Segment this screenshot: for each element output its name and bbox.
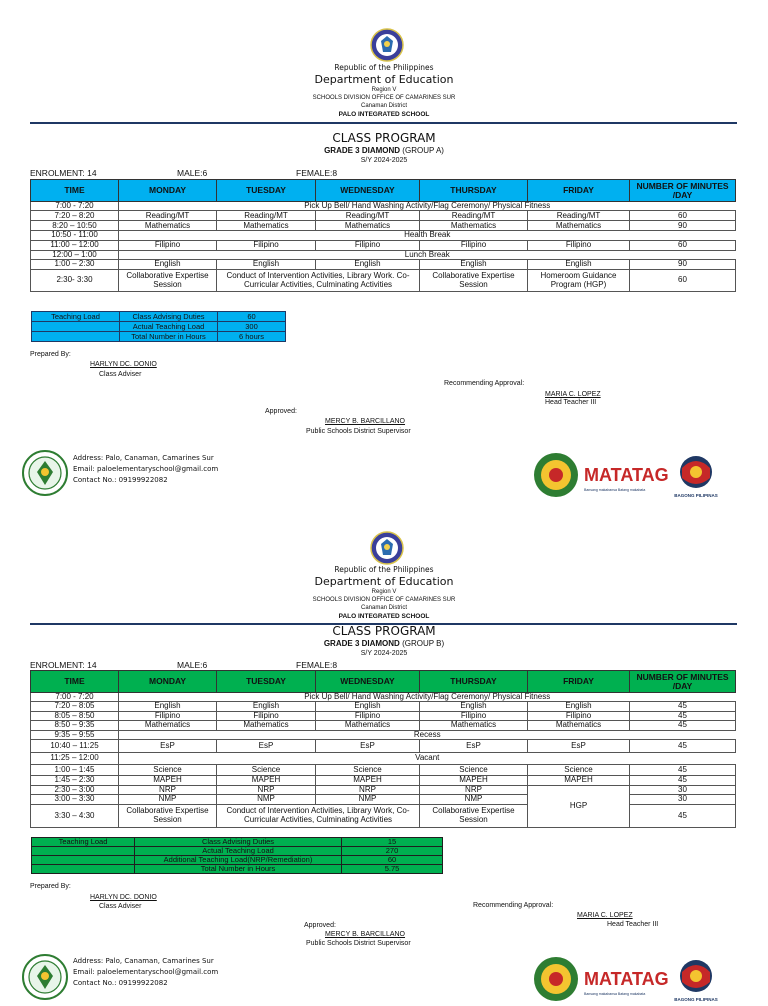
subject-cell: Filipino — [316, 711, 420, 720]
table-row — [31, 231, 736, 240]
header-school: PALO INTEGRATED SCHOOL — [338, 613, 430, 620]
header-division: SCHOOLS DIVISION OFFICE OF CAMARINES SUR — [312, 95, 456, 101]
time-cell: 12:00 – 1:00 — [31, 250, 119, 259]
column-header-friday: FRIDAY — [528, 671, 630, 693]
subject-cell: Mathematics — [528, 721, 630, 730]
load-cell: 300 — [218, 322, 286, 332]
subject-cell: MAPEH — [420, 775, 528, 785]
subject-cell: Mathematics — [119, 221, 217, 231]
minutes-cell: 45 — [630, 739, 736, 752]
matatag-tagline: Bansang makabansa Batang makabata — [584, 992, 646, 996]
load-cell: Total Number in Hours — [135, 865, 342, 874]
page-title: CLASS PROGRAM — [332, 624, 436, 638]
table-row — [31, 775, 736, 785]
subject-cell: NRP — [119, 785, 217, 794]
subject-cell: Mathematics — [420, 721, 528, 730]
minutes-cell: 45 — [630, 804, 736, 827]
load-cell: Additional Teaching Load(NRP/Remediation) — [135, 856, 342, 865]
teaching-load-table — [31, 311, 286, 342]
load-cell: 270 — [342, 847, 443, 856]
column-header-wednesday: WEDNESDAY — [316, 180, 420, 202]
activity-span-cell: Lunch Break — [119, 250, 736, 259]
load-cell: Actual Teaching Load — [120, 322, 218, 332]
table-row — [31, 764, 736, 775]
load-cell: 6 hours — [218, 332, 286, 342]
column-header-thursday: THURSDAY — [420, 671, 528, 693]
subject-cell: Science — [119, 764, 217, 775]
prepared-by-label: Prepared By: — [30, 883, 71, 890]
subject-cell: Mathematics — [316, 721, 420, 730]
subject-cell: MAPEH — [528, 775, 630, 785]
activity-span-cell: Vacant — [119, 752, 736, 764]
time-cell: 2:30- 3:30 — [31, 270, 119, 292]
class-program-page-group-b — [0, 503, 768, 1006]
deped-seal-icon — [370, 531, 404, 565]
header-district: Canaman District — [360, 103, 407, 109]
subject-cell: Reading/MT — [217, 211, 316, 221]
load-cell: Teaching Load — [32, 838, 135, 847]
recommending-role: Head Teacher III — [607, 921, 659, 928]
schedule-table — [30, 670, 736, 828]
load-cell: 60 — [342, 856, 443, 865]
table-row — [31, 785, 736, 794]
time-cell: 3:00 – 3:30 — [31, 795, 119, 804]
activity-span-cell: Pick Up Bell/ Hand Washing Activity/Flag Ceremony/ Physical Fitness — [119, 202, 736, 211]
matatag-wordmark: MATATAG — [584, 969, 669, 989]
header-district: Canaman District — [360, 605, 407, 611]
table-row — [31, 240, 736, 250]
subject-cell: Filipino — [420, 711, 528, 720]
time-cell: 7:20 – 8:05 — [31, 702, 119, 711]
subject-cell: Filipino — [316, 240, 420, 250]
subject-cell: NMP — [217, 795, 316, 804]
subject-cell: English — [420, 702, 528, 711]
subject-cell: Collaborative Expertise Session — [420, 270, 528, 292]
time-cell: 8:05 – 8:50 — [31, 711, 119, 720]
minutes-cell: 30 — [630, 795, 736, 804]
subject-cell: Mathematics — [217, 721, 316, 730]
column-header-thursday: THURSDAY — [420, 180, 528, 202]
male-count: MALE:6 — [177, 168, 208, 178]
teaching-load-table — [31, 837, 443, 874]
matatag-tagline: Bansang makabansa Batang makabata — [584, 488, 646, 492]
table-row — [31, 250, 736, 259]
subject-cell: English — [316, 260, 420, 270]
time-cell: 2:30 – 3:00 — [31, 785, 119, 794]
class-program-page-group-a — [0, 0, 768, 500]
minutes-cell: 90 — [630, 260, 736, 270]
school-contact: Contact No.: 09199922082 — [73, 979, 168, 987]
table-row — [31, 721, 736, 730]
prepared-by-role: Class Adviser — [99, 371, 142, 378]
time-cell: 7:00 - 7:20 — [31, 202, 119, 211]
subject-cell: EsP — [217, 739, 316, 752]
table-row — [31, 702, 736, 711]
school-year: S/Y 2024-2025 — [360, 157, 408, 164]
load-cell — [32, 847, 135, 856]
table-row — [31, 693, 736, 702]
time-cell: 1:00 – 1:45 — [31, 764, 119, 775]
address-block — [73, 453, 218, 486]
subject-cell: NRP — [316, 785, 420, 794]
school-address: Address: Palo, Canaman, Camarines Sur — [73, 454, 214, 462]
enrolment-count: ENROLMENT: 14 — [30, 660, 97, 670]
subject-cell: Filipino — [528, 711, 630, 720]
load-cell: Class Advising Duties — [120, 312, 218, 322]
matatag-bagong-pilipinas-logo-icon — [534, 450, 724, 500]
approved-role: Public Schools District Supervisor — [306, 940, 411, 947]
load-cell — [32, 856, 135, 865]
male-count: MALE:6 — [177, 660, 208, 670]
table-row — [31, 730, 736, 739]
column-header-time: TIME — [31, 671, 119, 693]
subject-cell: Filipino — [528, 240, 630, 250]
table-row — [31, 739, 736, 752]
subject-cell: Mathematics — [528, 221, 630, 231]
header-school: PALO INTEGRATED SCHOOL — [338, 111, 430, 118]
school-email: Email: paloelementaryschool@gmail.com — [73, 465, 219, 473]
recommending-name: MARIA C. LOPEZ — [577, 912, 633, 919]
header-department: Department of Education — [314, 73, 454, 86]
table-row — [31, 795, 736, 804]
load-cell: Teaching Load — [32, 312, 120, 322]
subject-cell: Science — [420, 764, 528, 775]
minutes-cell: 90 — [630, 221, 736, 231]
subject-cell: EsP — [420, 739, 528, 752]
load-cell: 60 — [218, 312, 286, 322]
subject-cell: NMP — [316, 795, 420, 804]
subject-cell: EsP — [119, 739, 217, 752]
table-row — [31, 202, 736, 211]
table-row — [32, 312, 286, 322]
column-header-monday: MONDAY — [119, 180, 217, 202]
time-cell: 8:50 – 9:35 — [31, 721, 119, 730]
subject-cell: English — [420, 260, 528, 270]
subject-cell: English — [528, 702, 630, 711]
school-address: Address: Palo, Canaman, Camarines Sur — [73, 957, 214, 965]
subject-cell: MAPEH — [119, 775, 217, 785]
approved-role: Public Schools District Supervisor — [306, 428, 411, 435]
grade-section: GRADE 3 DIAMOND (GROUP A) — [324, 146, 444, 155]
subject-cell: Filipino — [119, 711, 217, 720]
time-cell: 11:25 – 12:00 — [31, 752, 119, 764]
column-header-wednesday: WEDNESDAY — [316, 671, 420, 693]
deped-seal-icon — [370, 28, 404, 62]
approved-name: MERCY B. BARCILLANO — [325, 418, 406, 425]
subject-cell: MAPEH — [316, 775, 420, 785]
subject-cell: Reading/MT — [420, 211, 528, 221]
activity-span-cell: Pick Up Bell/ Hand Washing Activity/Flag Ceremony/ Physical Fitness — [119, 693, 736, 702]
subject-cell: English — [217, 702, 316, 711]
bagong-pilipinas-text: BAGONG PILIPINAS — [674, 493, 718, 498]
subject-cell: Collaborative Expertise Session — [119, 804, 217, 827]
subject-cell: Reading/MT — [528, 211, 630, 221]
subject-cell: EsP — [316, 739, 420, 752]
minutes-cell: 45 — [630, 702, 736, 711]
table-row — [32, 322, 286, 332]
time-cell: 1:45 – 2:30 — [31, 775, 119, 785]
time-cell: 8:20 – 10:50 — [31, 221, 119, 231]
activity-span-cell: Health Break — [119, 231, 736, 240]
minutes-cell: 45 — [630, 711, 736, 720]
prepared-by-role: Class Adviser — [99, 903, 142, 910]
time-cell: 3:30 – 4:30 — [31, 804, 119, 827]
subject-cell: MAPEH — [217, 775, 316, 785]
prepared-by-name: HARLYN DC. DONIO — [90, 894, 157, 901]
subject-cell: Collaborative Expertise Session — [420, 804, 528, 827]
subject-cell: Mathematics — [119, 721, 217, 730]
prepared-by-name: HARLYN DC. DONIO — [90, 361, 157, 368]
grade-section: GRADE 3 DIAMOND (GROUP B) — [323, 639, 445, 648]
approved-name: MERCY B. BARCILLANO — [325, 931, 406, 938]
time-cell: 7:20 – 8:20 — [31, 211, 119, 221]
female-count: FEMALE:8 — [296, 660, 338, 670]
header-divider — [30, 122, 737, 124]
recommending-label: Recommending Approval: — [473, 902, 554, 909]
load-cell: 5.75 — [342, 865, 443, 874]
minutes-cell: 45 — [630, 775, 736, 785]
minutes-cell: 45 — [630, 721, 736, 730]
subject-cell: English — [528, 260, 630, 270]
table-row — [31, 260, 736, 270]
header-republic: Republic of the Philippines — [334, 63, 434, 72]
subject-cell: NMP — [119, 795, 217, 804]
column-header-minutes: NUMBER OF MINUTES /DAY — [630, 180, 736, 202]
subject-cell: Filipino — [217, 711, 316, 720]
subject-cell: English — [316, 702, 420, 711]
subject-cell: Reading/MT — [119, 211, 217, 221]
subject-cell: Science — [528, 764, 630, 775]
minutes-cell: 45 — [630, 764, 736, 775]
subject-cell: English — [217, 260, 316, 270]
schedule-table — [30, 179, 736, 292]
time-cell: 7:00 - 7:20 — [31, 693, 119, 702]
recommending-name: MARIA C. LOPEZ — [545, 391, 601, 398]
school-logo-icon — [22, 450, 68, 496]
subject-cell: Filipino — [217, 240, 316, 250]
table-row — [31, 752, 736, 764]
column-header-tuesday: TUESDAY — [217, 671, 316, 693]
header-republic: Republic of the Philippines — [334, 565, 434, 574]
school-year: S/Y 2024-2025 — [360, 650, 408, 657]
load-cell — [32, 332, 120, 342]
header-region: Region V — [371, 589, 397, 595]
subject-cell: Collaborative Expertise Session — [119, 270, 217, 292]
table-row — [31, 211, 736, 221]
time-cell: 11:00 – 12:00 — [31, 240, 119, 250]
load-cell: Class Advising Duties — [135, 838, 342, 847]
table-row — [32, 332, 286, 342]
subject-cell: Reading/MT — [316, 211, 420, 221]
prepared-by-label: Prepared By: — [30, 351, 71, 358]
activity-span-cell: Recess — [119, 730, 736, 739]
school-contact: Contact No.: 09199922082 — [73, 476, 168, 484]
bagong-pilipinas-text: BAGONG PILIPINAS — [674, 997, 718, 1002]
time-cell: 1:00 – 2:30 — [31, 260, 119, 270]
table-row — [31, 270, 736, 292]
subject-cell: NRP — [217, 785, 316, 794]
page-title: CLASS PROGRAM — [332, 131, 436, 145]
subject-cell: EsP — [528, 739, 630, 752]
subject-cell: Mathematics — [217, 221, 316, 231]
approved-label: Approved: — [265, 408, 297, 415]
subject-cell: Conduct of Intervention Activities, Library Work. Co-Curricular Activities, Culminating Activities — [217, 270, 420, 292]
time-cell: 9:35 – 9:55 — [31, 730, 119, 739]
minutes-cell: 60 — [630, 240, 736, 250]
load-cell: Actual Teaching Load — [135, 847, 342, 856]
column-header-time: TIME — [31, 180, 119, 202]
load-cell — [32, 322, 120, 332]
minutes-cell: 30 — [630, 785, 736, 794]
load-cell — [32, 865, 135, 874]
subject-cell: Filipino — [420, 240, 528, 250]
subject-cell: Homeroom Guidance Program (HGP) — [528, 270, 630, 292]
subject-cell: NMP — [420, 795, 528, 804]
female-count: FEMALE:8 — [296, 168, 338, 178]
subject-cell: Mathematics — [420, 221, 528, 231]
header-region: Region V — [371, 87, 397, 93]
column-header-minutes: NUMBER OF MINUTES /DAY — [630, 671, 736, 693]
matatag-wordmark: MATATAG — [584, 465, 669, 485]
matatag-bagong-pilipinas-logo-icon — [534, 954, 724, 1004]
recommending-label: Recommending Approval: — [444, 380, 525, 387]
header-division: SCHOOLS DIVISION OFFICE OF CAMARINES SUR — [312, 597, 456, 603]
time-cell: 10:40 – 11:25 — [31, 739, 119, 752]
header-department: Department of Education — [314, 575, 454, 588]
minutes-cell: 60 — [630, 211, 736, 221]
enrolment-count: ENROLMENT: 14 — [30, 168, 97, 178]
subject-cell: English — [119, 702, 217, 711]
subject-cell: Science — [316, 764, 420, 775]
school-logo-icon — [22, 954, 68, 1000]
table-row — [32, 865, 443, 874]
subject-cell: English — [119, 260, 217, 270]
approved-label: Approved: — [304, 922, 336, 929]
load-cell: 15 — [342, 838, 443, 847]
school-email: Email: paloelementaryschool@gmail.com — [73, 968, 219, 976]
time-cell: 10:50 - 11:00 — [31, 231, 119, 240]
address-block — [73, 956, 218, 989]
load-cell: Total Number in Hours — [120, 332, 218, 342]
subject-cell: Science — [217, 764, 316, 775]
subject-cell: Filipino — [119, 240, 217, 250]
minutes-cell: 60 — [630, 270, 736, 292]
column-header-friday: FRIDAY — [528, 180, 630, 202]
table-row — [31, 221, 736, 231]
column-header-monday: MONDAY — [119, 671, 217, 693]
subject-cell-hgp: HGP — [528, 785, 630, 827]
subject-cell: NRP — [420, 785, 528, 794]
subject-cell: Mathematics — [316, 221, 420, 231]
column-header-tuesday: TUESDAY — [217, 180, 316, 202]
subject-cell: Conduct of Intervention Activities, Library Work, Co-Curricular Activities, Culminating Activities — [217, 804, 420, 827]
recommending-role: Head Teacher III — [545, 399, 597, 406]
table-row — [31, 804, 736, 827]
